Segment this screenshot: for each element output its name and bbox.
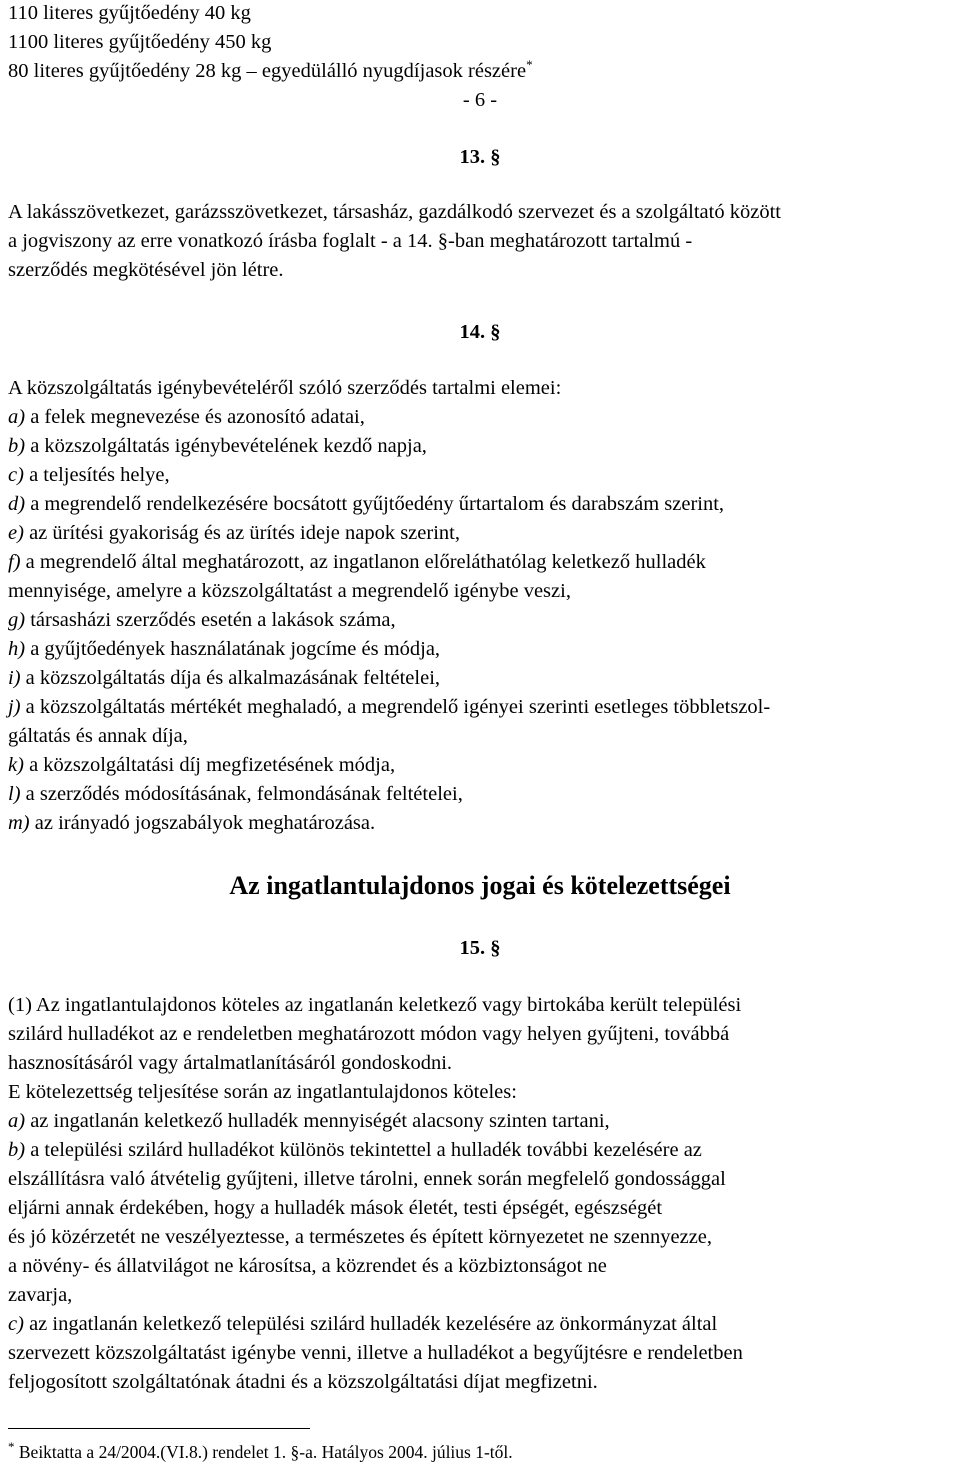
item-text: a gyűjtőedények használatának jogcíme és módja, (25, 638, 441, 660)
s15-line: hasznosításáról vagy ártalmatlanításáról gondoskodni. (8, 1052, 453, 1074)
item-text: a közszolgáltatás díja és alkalmazásának feltételei, (20, 667, 441, 689)
item-letter: m) (8, 812, 30, 834)
s14-item-continued: gáltatás és annak díja, (8, 725, 188, 747)
item-text: a közszolgáltatási díj megfizetésének módja, (23, 754, 396, 776)
item-letter: l) (8, 783, 21, 805)
chapter-title: Az ingatlantulajdonos jogai és kötelezettségei (229, 871, 731, 900)
item-letter: f) (8, 551, 21, 573)
s13-line: a jogviszony az erre vonatkozó írásba foglalt - a 14. §-ban meghatározott tartalmú - (8, 230, 693, 252)
s15-line: (1) Az ingatlantulajdonos köteles az ingatlanán keletkező vagy birtokába került települési (8, 994, 742, 1016)
s15-line: a növény- és állatvilágot ne károsítsa, a közrendet és a közbiztonságot ne (8, 1255, 607, 1277)
s14-item (8, 695, 770, 719)
item-text: a teljesítés helye, (23, 464, 170, 486)
s14-intro: A közszolgáltatás igénybevételéről szóló szerződés tartalmi elemei: (8, 377, 562, 399)
item-letter: a) (8, 406, 26, 428)
s15-item (8, 1138, 702, 1162)
weight-line-80 (8, 59, 533, 83)
s14-item (8, 492, 724, 516)
item-letter: h) (8, 638, 26, 660)
item-letter: b) (8, 435, 26, 457)
s14-item (8, 521, 460, 545)
s15-line: eljárni annak érdekében, hogy a hulladék mások életét, testi épségét, egészségét (8, 1197, 663, 1219)
s15-line: feljogosított szolgáltatónak átadni és a közszolgáltatási díjat megfizetni. (8, 1371, 598, 1393)
s15-item (8, 1312, 717, 1336)
item-letter: i) (8, 667, 21, 689)
footnote (8, 1440, 513, 1464)
item-text: a megrendelő által meghatározott, az ingatlanon előreláthatólag keletkező hulladék (20, 551, 706, 573)
item-letter: c) (8, 1313, 24, 1335)
item-letter: k) (8, 754, 24, 776)
s15-line: elszállításra való átvételig gyűjteni, illetve tárolni, ennek során megfelelő gondossággal (8, 1168, 726, 1190)
s14-item (8, 463, 170, 487)
section-15-heading: 15. § (459, 937, 501, 959)
s14-item (8, 550, 706, 574)
s14-item (8, 637, 440, 661)
s13-line: A lakásszövetkezet, garázsszövetkezet, társasház, gazdálkodó szervezet és a szolgáltató között (8, 201, 781, 223)
s14-item (8, 753, 395, 777)
item-letter: j) (8, 696, 21, 718)
item-letter: b) (8, 1139, 26, 1161)
item-text: a települési szilárd hulladékot különös tekintettel a hulladék további kezelésére az (25, 1139, 702, 1161)
footnote-divider (8, 1428, 310, 1429)
s14-item (8, 608, 396, 632)
item-text: az ingatlanán keletkező települési szilárd hulladék kezelésére az önkormányzat által (23, 1313, 718, 1335)
item-text: a felek megnevezése és azonosító adatai, (25, 406, 365, 428)
item-text: a közszolgáltatás mértékét meghaladó, a megrendelő igényei szerinti esetleges többletszol- (20, 696, 771, 718)
s15-item (8, 1109, 610, 1133)
item-text: társasházi szerződés esetén a lakások száma, (25, 609, 396, 631)
item-letter: a) (8, 1110, 26, 1132)
footnote-text: Beiktatta a 24/2004.(VI.8.) rendelet 1. §-a. Hatályos 2004. július 1-től. (14, 1442, 513, 1462)
weight-line-80-text: 80 literes gyűjtőedény 28 kg – egyedülálló nyugdíjasok részére (8, 60, 527, 82)
item-letter: c) (8, 464, 24, 486)
s14-item (8, 811, 375, 835)
s15-line: E kötelezettség teljesítése során az ingatlantulajdonos köteles: (8, 1081, 517, 1103)
weight-line-110: 110 literes gyűjtőedény 40 kg (8, 2, 251, 24)
item-text: az irányadó jogszabályok meghatározása. (29, 812, 376, 834)
item-text: az ingatlanán keletkező hulladék mennyiségét alacsony szinten tartani, (25, 1110, 610, 1132)
s15-line: zavarja, (8, 1284, 73, 1306)
s13-line: szerződés megkötésével jön létre. (8, 259, 284, 281)
s14-item (8, 666, 440, 690)
footnote-mark: * (8, 1439, 15, 1455)
item-text: a megrendelő rendelkezésére bocsátott gyűjtőedény űrtartalom és darabszám szerint, (25, 493, 725, 515)
item-letter: g) (8, 609, 26, 631)
footnote-ref-mark: * (526, 57, 533, 73)
s14-item (8, 434, 427, 458)
s15-line: szilárd hulladékot az e rendeletben meghatározott módon vagy helyen gyűjteni, továbbá (8, 1023, 730, 1045)
s14-item (8, 782, 463, 806)
s14-item-continued: mennyisége, amelyre a közszolgáltatást a megrendelő igénybe veszi, (8, 580, 571, 602)
weight-line-1100: 1100 literes gyűjtőedény 450 kg (8, 31, 272, 53)
page-number: - 6 - (462, 89, 498, 111)
section-13-heading: 13. § (459, 146, 501, 168)
s15-line: és jó közérzetét ne veszélyeztesse, a természetes és épített környezetet ne szennyezze, (8, 1226, 713, 1248)
item-letter: e) (8, 522, 24, 544)
item-text: a szerződés módosításának, felmondásának feltételei, (20, 783, 463, 805)
item-text: a közszolgáltatás igénybevételének kezdő napja, (25, 435, 427, 457)
item-text: az ürítési gyakoriság és az ürítés ideje napok szerint, (23, 522, 460, 544)
s15-line: szervezett közszolgáltatást igénybe venni, illetve a hulladékot a begyűjtésre e rendeletben (8, 1342, 743, 1364)
s14-item (8, 405, 365, 429)
item-letter: d) (8, 493, 26, 515)
section-14-heading: 14. § (459, 321, 501, 343)
